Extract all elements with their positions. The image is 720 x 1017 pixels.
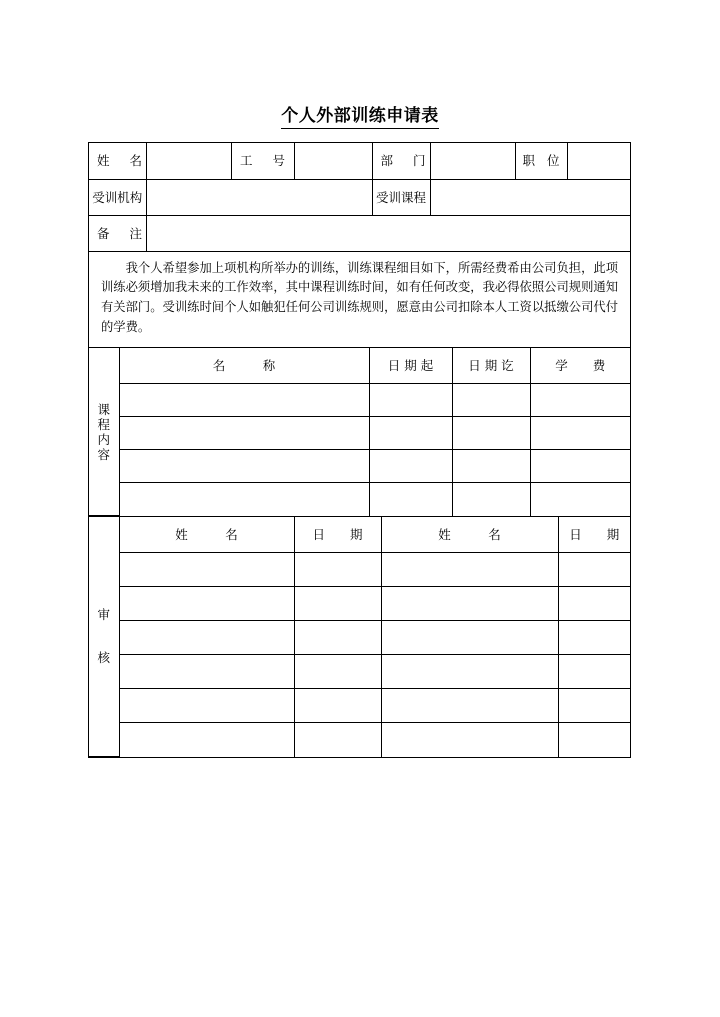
approval-cell-date-2[interactable] [558, 689, 630, 723]
approval-cell-date-2[interactable] [558, 553, 630, 587]
approval-cell-name-1[interactable] [119, 553, 294, 587]
course-row [89, 483, 630, 516]
info-row-remarks [89, 215, 630, 251]
approval-cell-name-2[interactable] [381, 553, 558, 587]
course-side-label-char-2: 程 [97, 416, 110, 432]
course-cell-start-date[interactable] [369, 384, 452, 417]
approval-cell-name-1[interactable] [119, 655, 294, 689]
form-grid [89, 143, 630, 347]
course-header-fee: 学 费 [530, 348, 630, 384]
approval-row [89, 587, 630, 621]
approval-header-date-1: 日 期 [294, 517, 381, 553]
course-side-label-char-1: 课 [97, 401, 110, 417]
course-row [89, 417, 630, 450]
employee-id-field[interactable] [294, 143, 372, 179]
page-title: 个人外部训练申请表 [281, 106, 439, 129]
approval-cell-name-1[interactable] [119, 723, 294, 757]
remarks-label: 备 注 [89, 215, 146, 251]
course-cell-fee[interactable] [530, 384, 630, 417]
course-cell-name[interactable] [119, 450, 369, 483]
approval-row [89, 553, 630, 587]
approval-side-label-char-2: 核 [97, 649, 110, 665]
approval-row [89, 689, 630, 723]
approval-cell-name-2[interactable] [381, 587, 558, 621]
course-cell-fee[interactable] [530, 483, 630, 516]
page-title-container [0, 106, 720, 129]
approval-side-label-char-1: 审 [97, 607, 110, 623]
approval-cell-name-2[interactable] [381, 655, 558, 689]
course-cell-start-date[interactable] [369, 450, 452, 483]
course-header-row [89, 348, 630, 384]
approval-cell-date-1[interactable] [294, 655, 381, 689]
course-header-name: 名 称 [119, 348, 369, 384]
course-content-table [89, 347, 630, 516]
approval-cell-date-1[interactable] [294, 689, 381, 723]
course-label: 受训课程 [372, 179, 430, 215]
approval-cell-name-1[interactable] [119, 689, 294, 723]
course-side-label [89, 348, 119, 516]
approval-cell-date-1[interactable] [294, 621, 381, 655]
course-cell-fee[interactable] [530, 417, 630, 450]
position-field[interactable] [567, 143, 630, 179]
approval-header-name-2: 姓 名 [381, 517, 558, 553]
approval-header-name-1: 姓 名 [119, 517, 294, 553]
department-field[interactable] [430, 143, 515, 179]
approval-cell-date-1[interactable] [294, 587, 381, 621]
course-side-label-char-4: 容 [97, 446, 110, 462]
course-field[interactable] [430, 179, 630, 215]
approval-table [89, 516, 630, 757]
info-row-identity [89, 143, 630, 179]
approval-cell-name-1[interactable] [119, 587, 294, 621]
department-label: 部 门 [372, 143, 430, 179]
info-row-training [89, 179, 630, 215]
course-cell-end-date[interactable] [452, 483, 530, 516]
approval-header-date-2: 日 期 [558, 517, 630, 553]
approval-cell-date-1[interactable] [294, 553, 381, 587]
approval-side-label [89, 517, 119, 757]
approval-cell-date-2[interactable] [558, 587, 630, 621]
approval-cell-date-1[interactable] [294, 723, 381, 757]
approval-cell-name-2[interactable] [381, 723, 558, 757]
course-cell-end-date[interactable] [452, 384, 530, 417]
name-field[interactable] [146, 143, 231, 179]
course-row [89, 450, 630, 483]
institution-field[interactable] [146, 179, 372, 215]
approval-row [89, 621, 630, 655]
course-row [89, 384, 630, 417]
remarks-field[interactable] [146, 215, 630, 251]
course-cell-end-date[interactable] [452, 450, 530, 483]
course-cell-start-date[interactable] [369, 483, 452, 516]
approval-cell-date-2[interactable] [558, 723, 630, 757]
statement-text: 我个人希望参加上项机构所举办的训练，训练课程细目如下，所需经费希由公司负担，此项训练必须增加我未来的工作效率，其中课程训练时间，如有任何改变，我必得依照公司规则通知有关部门。受训练时间个人如触犯任何公司训练规则，愿意由公司扣除本人工资以抵缴公司代付的学费。 [101, 260, 618, 335]
course-cell-name[interactable] [119, 384, 369, 417]
approval-header-row [89, 517, 630, 553]
course-cell-end-date[interactable] [452, 417, 530, 450]
approval-cell-name-2[interactable] [381, 621, 558, 655]
statement-cell [89, 251, 630, 347]
approval-row [89, 655, 630, 689]
course-cell-name[interactable] [119, 483, 369, 516]
name-label: 姓 名 [89, 143, 146, 179]
approval-cell-date-2[interactable] [558, 655, 630, 689]
application-form-table [88, 142, 631, 758]
course-header-end-date: 日 期 讫 [452, 348, 530, 384]
approval-row [89, 723, 630, 757]
approval-cell-date-2[interactable] [558, 621, 630, 655]
course-side-label-char-3: 内 [97, 431, 110, 447]
course-cell-fee[interactable] [530, 450, 630, 483]
statement-row [89, 251, 630, 347]
position-label: 职 位 [515, 143, 567, 179]
course-header-start-date: 日 期 起 [369, 348, 452, 384]
approval-cell-name-1[interactable] [119, 621, 294, 655]
employee-id-label: 工 号 [231, 143, 294, 179]
institution-label: 受训机构 [89, 179, 146, 215]
course-cell-start-date[interactable] [369, 417, 452, 450]
approval-cell-name-2[interactable] [381, 689, 558, 723]
course-cell-name[interactable] [119, 417, 369, 450]
